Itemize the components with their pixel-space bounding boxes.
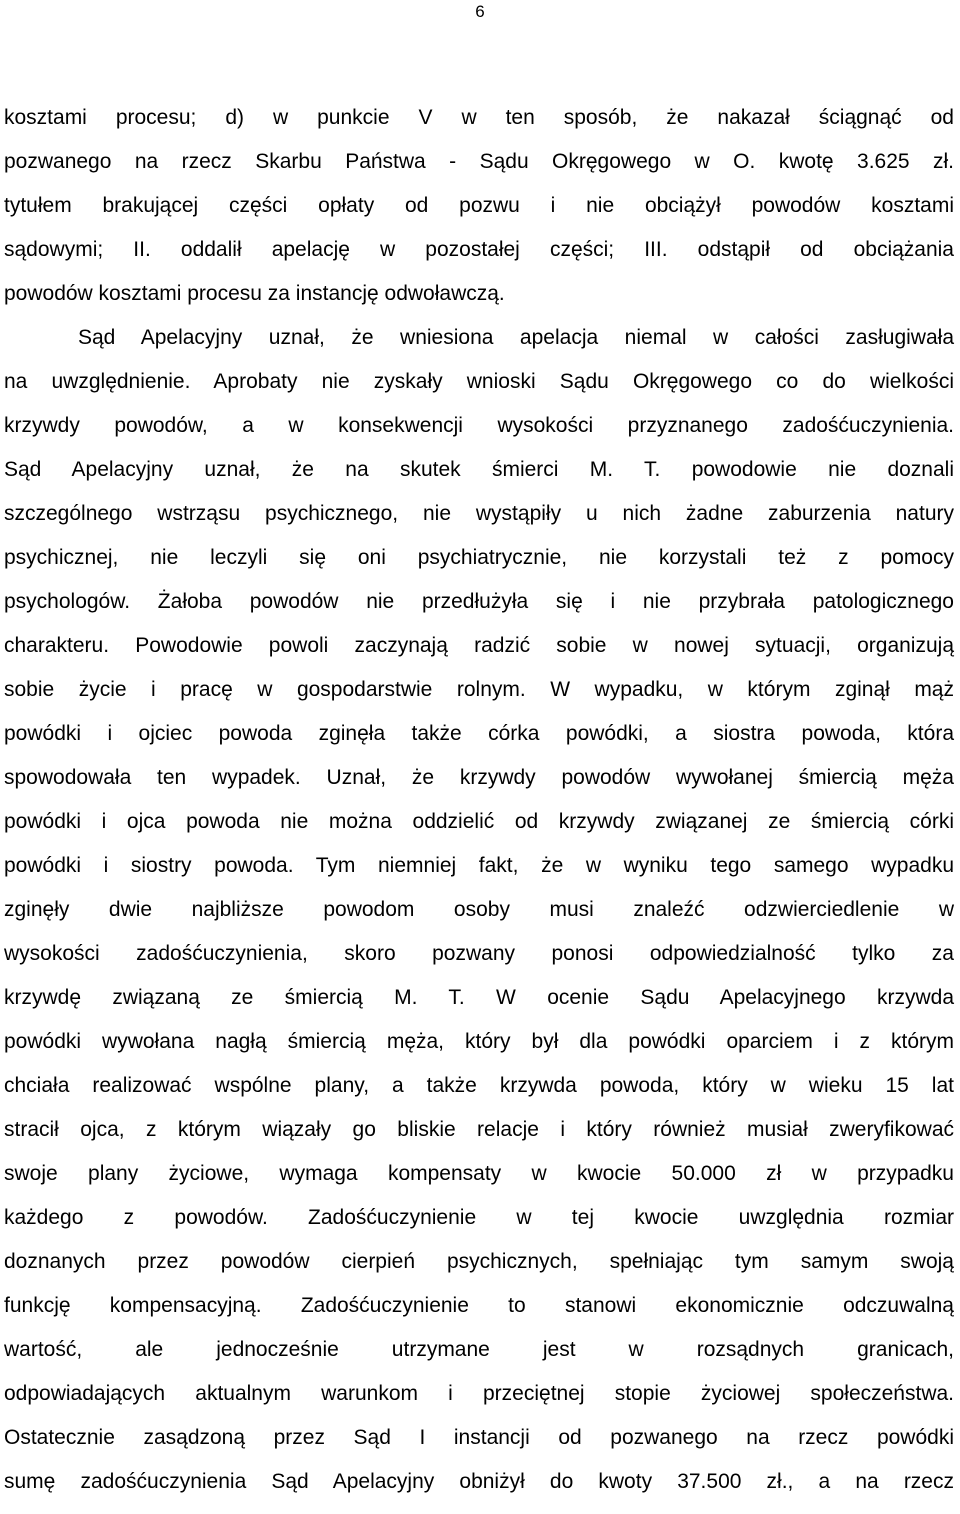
text-line: pozwanego na rzecz Skarbu Państwa - Sądu Okręgowego w O. kwotę 3.625 zł. bbox=[4, 150, 954, 173]
text-line: psychicznej, nie leczyli się oni psychiatrycznie, nie korzystali też z pomocy bbox=[4, 546, 954, 569]
text-line: tytułem brakującej części opłaty od pozwu i nie obciążył powodów kosztami bbox=[4, 194, 954, 217]
text-line: odpowiadających aktualnym warunkom i przeciętnej stopie życiowej społeczeństwa. bbox=[4, 1382, 954, 1405]
text-line: chciała realizować wspólne plany, a także krzywda powoda, który w wieku 15 lat bbox=[4, 1074, 954, 1097]
page-number: 6 bbox=[475, 2, 485, 21]
text-line: swoje plany życiowe, wymaga kompensaty w kwocie 50.000 zł w przypadku bbox=[4, 1162, 954, 1185]
text-line: powódki i ojca powoda nie można oddzielić od krzywdy związanej ze śmiercią córki bbox=[4, 810, 954, 833]
text-line: doznanych przez powodów cierpień psychicznych, spełniając tym samym swoją bbox=[4, 1250, 954, 1273]
text-line: Sąd Apelacyjny uznał, że wniesiona apelacja niemal w całości zasługiwała bbox=[78, 326, 954, 349]
text-line: Ostatecznie zasądzoną przez Sąd I instancji od pozwanego na rzecz powódki bbox=[4, 1426, 954, 1449]
text-line: sumę zadośćuczynienia Sąd Apelacyjny obniżył do kwoty 37.500 zł., a na rzecz bbox=[4, 1470, 954, 1493]
text-line: każdego z powodów. Zadośćuczynienie w tej kwocie uwzględnia rozmiar bbox=[4, 1206, 954, 1229]
text-line: sądowymi; II. oddalił apelację w pozostałej części; III. odstąpił od obciążania bbox=[4, 238, 954, 261]
text-line: psychologów. Żałoba powodów nie przedłużyła się i nie przybrała patologicznego bbox=[4, 590, 954, 613]
text-line: szczególnego wstrząsu psychicznego, nie wystąpiły u nich żadne zaburzenia natury bbox=[4, 502, 954, 525]
text-line: zginęły dwie najbliższe powodom osoby musi znaleźć odzwierciedlenie w bbox=[4, 898, 954, 921]
text-line: krzywdę związaną ze śmiercią M. T. W ocenie Sądu Apelacyjnego krzywda bbox=[4, 986, 954, 1009]
text-line: na uwzględnienie. Aprobaty nie zyskały wnioski Sądu Okręgowego co do wielkości bbox=[4, 370, 954, 393]
text-line: spowodowała ten wypadek. Uznał, że krzywdy powodów wywołanej śmiercią męża bbox=[4, 766, 954, 789]
text-line: kosztami procesu; d) w punkcie V w ten sposób, że nakazał ściągnąć od bbox=[4, 106, 954, 129]
text-line: charakteru. Powodowie powoli zaczynają radzić sobie w nowej sytuacji, organizują bbox=[4, 634, 954, 657]
text-line: powodów kosztami procesu za instancję odwoławczą. bbox=[4, 282, 505, 305]
text-line: wartość, ale jednocześnie utrzymane jest w rozsądnych granicach, bbox=[4, 1338, 954, 1361]
document-body bbox=[4, 96, 954, 1504]
text-line: Sąd Apelacyjny uznał, że na skutek śmierci M. T. powodowie nie doznali bbox=[4, 458, 954, 481]
text-line: powódki i siostry powoda. Tym niemniej fakt, że w wyniku tego samego wypadku bbox=[4, 854, 954, 877]
text-line: powódki wywołana nagłą śmiercią męża, który był dla powódki oparciem i z którym bbox=[4, 1030, 954, 1053]
text-line: sobie życie i pracę w gospodarstwie rolnym. W wypadku, w którym zginął mąż bbox=[4, 678, 954, 701]
text-line: stracił ojca, z którym wiązały go bliskie relacje i który również musiał zweryfikować bbox=[4, 1118, 954, 1141]
text-line: krzywdy powodów, a w konsekwencji wysokości przyznanego zadośćuczynienia. bbox=[4, 414, 954, 437]
text-line: funkcję kompensacyjną. Zadośćuczynienie to stanowi ekonomicznie odczuwalną bbox=[4, 1294, 954, 1317]
text-line: powódki i ojciec powoda zginęła także córka powódki, a siostra powoda, która bbox=[4, 722, 954, 745]
text-line: wysokości zadośćuczynienia, skoro pozwany ponosi odpowiedzialność tylko za bbox=[4, 942, 954, 965]
